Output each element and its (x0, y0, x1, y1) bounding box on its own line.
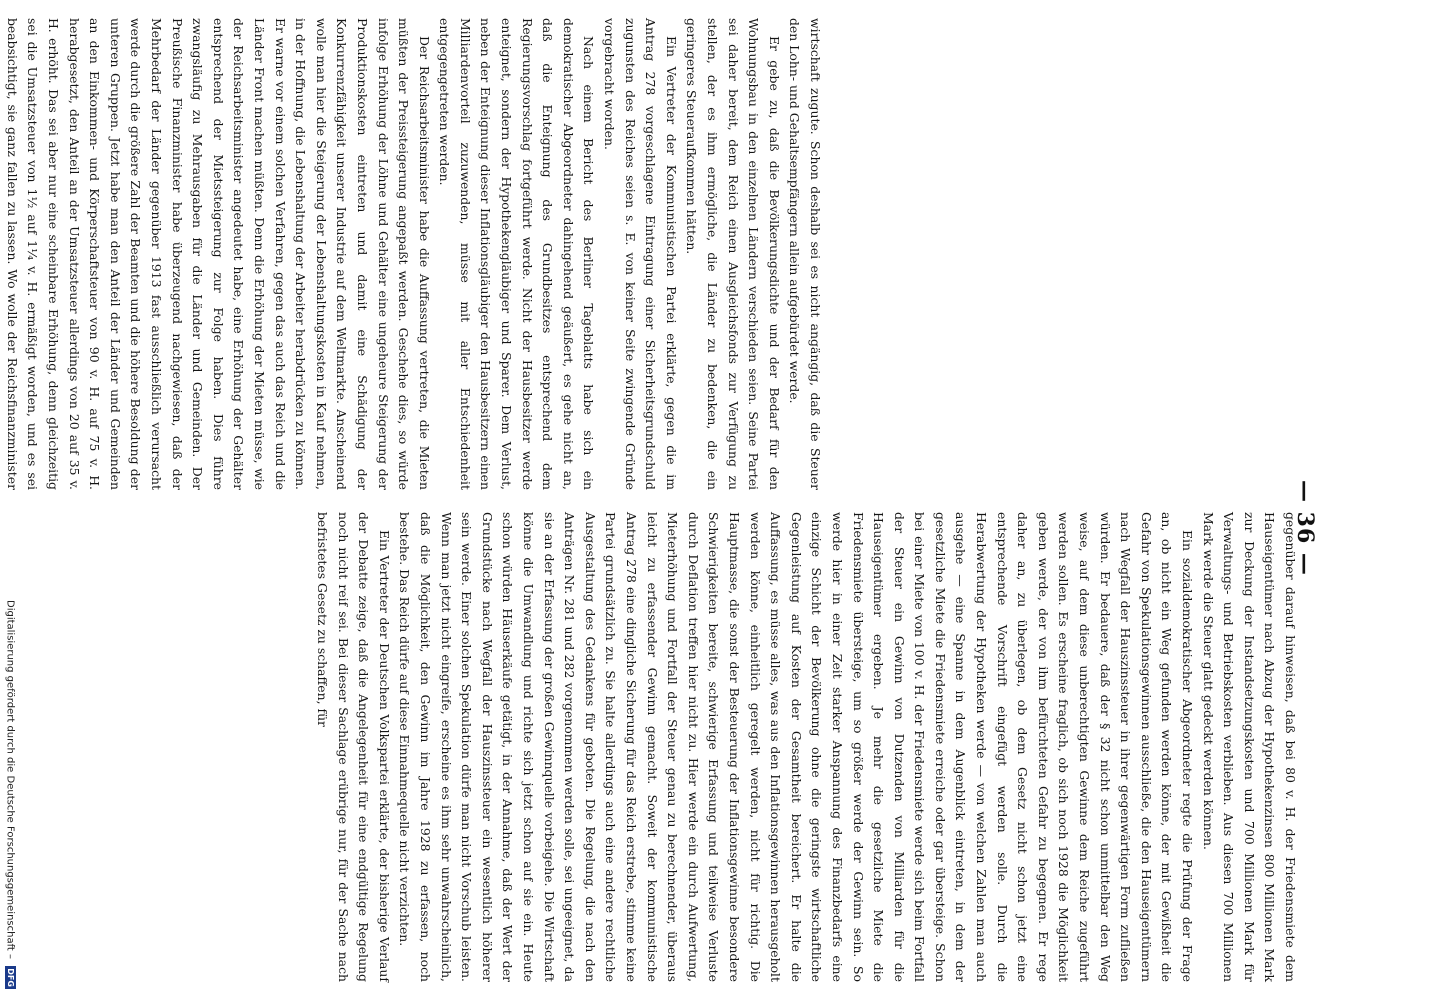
paragraph: Ein Vertreter der Deutschen Volkspartei erklärte, der bisherige Verlauf der Debatte zeige, daß die Angelegenheit für eine endgültige Regelung noch nicht reif sei. Bei dieser Sachlage erübrige nur, für der Sache nach befristetes Gesetz zu schaffen, für (315, 512, 392, 982)
paragraph: Er gebe zu, daß die Bevölkerungsdichte und der Bedarf für den Wohnungsbau in den einzelnen Ländern verschieden seien. Seine Partei sei daher bereit, dem Reich einen Ausgleichsfonds zur Verfügung zu stellen, der es ihm ermögliche, die Länder zu bedenken, die ein geringeres Steueraufkommen hätten. (684, 18, 782, 490)
paragraph: Nach einem Bericht des Berliner Tageblatts habe sich ein demokratischer Abgeordneter dahingehend geäußert, es gehe nicht an, daß die Enteignung des Grundbesitzes entsprechend dem Regierungsvorschlag fortgeführt werde. Nicht der Hausbesitzer werde enteignet, sondern der Hypothekengläubiger und Sparer. Dem Verlust, neben der Enteignung dieser Inflationsgläubiger den Hausbesitzern einen Milliardenvorteil zuzuwenden, müsse mit aller Entschiedenheit entgegengetreten werden. (437, 18, 597, 490)
paragraph: gegenüber darauf hinweisen, daß bei 80 v. H. der Friedensmiete dem Hauseigentümer nach Abzug der Hypothekenzinsen 800 Millionen Mark zur Deckung der Instandsetzungskosten und 700 Millionen Mark für Verwaltungs- und Betriebskosten verblieben. Aus diesen 700 Millionen Mark werde die Steuer glatt gedeckt werden können. (1200, 512, 1298, 982)
text-column-right (315, 512, 1300, 982)
paragraph: Der Reichsarbeitsminister habe die Auffassung vertreten, die Mieten müßten der Preissteigerung angepaßt werden. Geschehe dies, so würde infolge Erhöhung der Löhne und Gehälter eine ungeheure Steigerung der Produktionskosten eintreten und damit eine Schädigung der Konkurrenzfähigkeit unserer Industrie auf dem Weltmarkte. Anscheinend wolle man hier die Steigerung der Lebenshaltungskosten in Kauf nehmen, in der Hoffnung, die Lebenshaltung der Arbeiter herabdrücken zu können. Er warne vor einem solchen Verfahren, gegen das auch das Reich und die Länder Front machen müßten. Denn die Erhöhung der Mieten müsse, wie der Reichsarbeitsminister angedeutet habe, eine Erhöhung der Gehälter entsprechend der Mietssteigerung zur Folge haben. Dies führe zwangsläufig zu Mehrausgaben für die Länder und Gemeinden. Der Preußische Finanzminister habe überzeugend nachgewiesen, daß der Mehrbedarf der Länder gegenüber 1913 fast ausschließlich verursacht werde durch die größere Zahl der Beamten und die höhere Besoldung der unteren Gruppen. Jetzt habe man den Anteil der Länder und Gemeinden an den Einkommen- und Körperschaftsteuer von 90 v. H. auf 75 v. H. herabgesetzt, den Anteil an der Umsatzsteuer allerdings von 20 auf 35 v. H. erhöht. Das sei aber nur eine scheinbare Erhöhung, denn gleichzeitig sei die Umsatzsteuer von 1½ auf 1¼ v. H. ermäßigt worden, und es sei beabsichtigt, sie ganz fallen zu lassen. Wo wolle der Reichsfinanzminister (4, 18, 432, 490)
text-column-left (4, 18, 825, 490)
paragraph: Ein sozialdemokratischer Abgeordneter regte die Prüfung der Frage an, ob nicht ein Weg gefunden werden könne, der mit Gewißheit die Gefahr von Spekulationsgewinnen ausschließe, die den Hauseigentümern nach Wegfall der Hauszinssteuer in ihrer gegenwärtigen Form zufließen würden. Er bedauere, daß der § 32 nicht schon unmittelbar den Weg weise, auf dem diese unberechtigten Gewinne dem Reiche zugeführt werden sollen. Es erscheine fraglich, ob sich noch 1928 die Möglichkeit geben werde, der von ihm befürchteten Gefahr zu begegnen. Er rege daher an, zu überlegen, ob dem Gesetz nicht schon jetzt eine entsprechende Vorschrift eingefügt werden solle. Durch die Herabwertung der Hypotheken werde — von welchen Zahlen man auch ausgehe — eine Spanne in dem Augenblick eintreten, in dem der gesetzliche Miete die Friedensmiete erreiche oder gar übersteige. Schon bei einer Miete von 100 v. H. der Friedensmiete werde sich beim Fortfall der Steuer ein Gewinn von Dutzenden von Milliarden für die Hauseigentümer ergeben. Je mehr die gesetzliche Miete die Friedensmiete übersteige, um so größer werde der Gewinn sein. So werde hier in einer Zeit starker Anspannung des Finanzbedarfs eine einzige Schicht der Bevölkerung ohne die geringste wirtschaftliche Gegenleistung auf Kosten der Gesamtheit bereichert. Er halte die Auffassung, es müsse alles, was aus den Inflationsgewinnen herausgeholt werden könne, einheitlich geregelt werden, nicht für richtig. Die Hauptmasse, die sonst der Besteuerung der Inflationsgewinne besondere Schwierigkeiten bereite, schwierige Erfassung und teilweise Verluste durch Deflation treffen hier nicht zu. Hier werde ein durch Aufwertung, Mieterhöhung und Fortfall der Steuer genau zu berechnender, überaus leicht zu erfassender Gewinn gemacht. Soweit der kommunistische Antrag 278 eine dingliche Sicherung für das Reich erstrebe, stimme keine Partei grundsätzlich zu. Sie halte allerdings auch eine andere rechtliche Ausgestaltung des Gedankens für geboten. Die Regelung, die nach den Anträgen Nr. 281 und 282 vorgenommen werden solle, sei ungeeignet, da sie an der Erfassung der großen Gewinnquelle vorbeigehe. Die Wirtschaft könne die Umwandlung und richte sich jetzt schon auf sie ein. Heute schon würden Häuserkäufe getätigt, in der Annahme, daß der Wert der Grundstücke nach Wegfall der Hauszinssteuer ein wesentlich höherer sein werde. Einer solchen Spekulation dürfe man nicht Vorschub leisten. Wenn man jetzt nicht eingreife, erscheine es ihm sehr unwahrscheinlich, daß die Möglichkeit, den Gewinn im Jahre 1928 zu erfassen, noch bestehe. Das Reich dürfe auf diese Einnahmequelle nicht verzichten. (397, 512, 1196, 982)
page-number: — 36 — (1292, 480, 1318, 576)
paragraph: Ein Vertreter der Kommunistischen Partei erklärte, gegen die im Antrag 278 vorgeschlagene Eintragung einer Sicherheitsgrundschuld zugunsten des Reiches seien s. E. von keiner Seite zwingende Gründe vorgebracht worden. (602, 18, 679, 490)
digitization-credit-text: Digitalisierung gefördert durch die Deutsche Forschungsgemeinschaft – (4, 600, 16, 960)
paragraph: wirtschaft zugute. Schon deshalb sei es nicht angängig, daß die Steuer den Lohn- und Gehaltsempfängern allein aufgebürdet werde. (787, 18, 823, 490)
dfg-logo-icon: DFG (6, 968, 15, 987)
digitization-credit (5, 600, 17, 989)
